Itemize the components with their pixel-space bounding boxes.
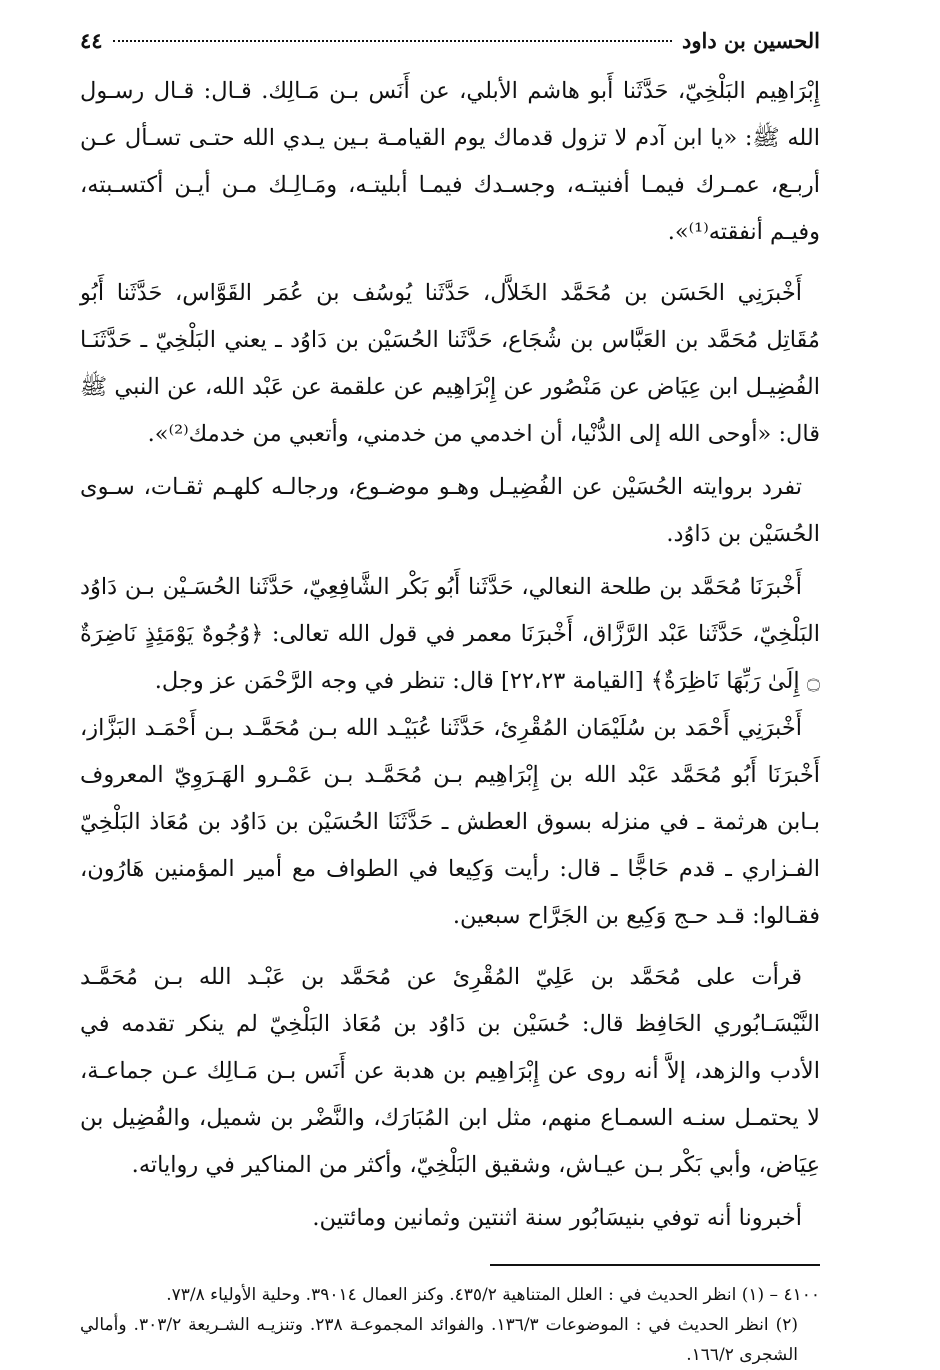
footnote-1: ٤١٠٠ – (١) انظر الحديث في : العلل المتناهية ٤٣٥/٢. وكنز العمال ٣٩٠١٤. وحلية الأولياء ٧٣/٨. — [166, 1285, 820, 1305]
footnote-divider — [490, 1264, 820, 1266]
main-text — [80, 68, 820, 1242]
paragraph-narration-fudayl: أَخْبرَنِي الحَسَن بن مُحَمَّد الخَلاَّل، حَدَّثَنا يُوسُف بن عُمَر القَوَّاس، حَدَّثَنا أَبُو مُقَاتِل مُحَمَّد بن العَبَّاس بن شُجَاع، حَدَّثَنا الحُسَيْن بن دَاوُد ـ يعني البَلْخِيّ ـ حَدَّثَنَـا الفُضِيـل ابن عِيَاض عن مَنْصُور عن إِبْرَاهِيم عن علقمة عن عَبْد الله، عن النبي ﷺ قال: «أوحى الله إلى الدُّنْيا، أن اخدمي من خدمني، وأتعبي من خدمك⁽²⁾». — [80, 280, 820, 447]
paragraph-narration-quran: أَخْبرَنَا مُحَمَّد بن طلحة النعالي، حَدَّثَنا أَبُو بَكْر الشَّافِعِيّ، حَدَّثَنا الحُسَـيْن بـن دَاوُد البَلْخِيّ، حَدَّثَنا عَبْد الرَّزَّاق، أَخْبرَنَا معمر في قول الله تعالى: ﴿وُجُوهٌ يَوْمَئِذٍ نَاضِرَةٌ ۝ إِلَىٰ رَبِّهَا نَاظِرَةٌ﴾ [القيامة ٢٢،٢٣] قال: تنظر في وجه الرَّحْمَن عز وجل. — [80, 574, 820, 694]
page-number: ٤٤ — [80, 28, 103, 53]
paragraph-hadith-continuation: إِبْرَاهِيم البَلْخِيّ، حَدَّثَنا أَبو هاشم الأبلي، عن أَنَس بـن مَـالِك. قـال: قـال رسـول الله ﷺ: «يا ابن آدم لا تزول قدماك يوم القيامـة بـين يـدي الله حتـى تسـأل عـن أربـع، عمـرك فيمـا أفنيتـه، وجسـدك فيمـا أبليتـه، ومَـالِـك مـن أيـن أكتسـبته، وفيـم أنفقته⁽¹⁾». — [80, 78, 820, 245]
paragraph-death-date: أخبرونا أنه توفي بنيسَابُور سنة اثنتين وثمانين ومائتين. — [312, 1205, 802, 1231]
book-page — [80, 28, 820, 1370]
footnotes — [80, 1280, 820, 1370]
paragraph-isolation-note: تفرد بروايته الحُسَيْن عن الفُضِيـل وهـو موضـوع، ورجالـه كلهـم ثقـات، سـوى الحُسَيْن بن دَاوُد. — [80, 474, 820, 547]
footnote-2: (٢) انظر الحديث في : الموضوعات ١٣٦/٣. والفوائد المجموعـة ٢٣٨. وتنزيـه الشـريعة ٣٠٣/٢. وأمالي الشجرى ١٦٦/٢. — [80, 1315, 799, 1365]
paragraph-narration-waki: أَخْبرَنِي أَحْمَد بن سُلَيْمَان المُقْرِئ، حَدَّثَنا عُبَيْـد الله بـن مُحَمَّـد بـن أَحْمَـد البَزَّاز، أَخْبرَنَا أَبُو مُحَمَّد عَبْد الله بن إِبْرَاهِيم بـن مُحَمَّـد بـن عَمْـرو الهَـرَوِيّ المعروف بـابن هرثمة ـ في منزله بسوق العطش ـ حَدَّثَنَا الحُسَيْن بن دَاوُد بن مُعَاذ البَلْخِيّ الفـزاري ـ قدم حَاجًّا ـ قال: رأيت وَكِيعا في الطواف مع أمير المؤمنين هَارُون، فقـالوا: قـد حـج وَكِيع بن الجَرَّاح سبعين. — [80, 715, 820, 929]
page-header — [80, 28, 820, 68]
dotted-leader — [113, 40, 672, 42]
running-title: الحسين بن داود — [682, 28, 820, 53]
paragraph-hakim-assessment: قرأت على مُحَمَّد بن عَلِيّ المُقْرِئ عن مُحَمَّد بن عَبْـد الله بـن مُحَمَّـد النَّيْسَـابُوري الحَافِظ قال: حُسَيْن بن دَاوُد بن مُعَاذ البَلْخِيّ لم ينكر تقدمه في الأدب والزهد، إلاَّ أنه روى عن إِبْرَاهِيم بن هدبة عن أَنَس بـن مَـالِك عـن جماعـة، لا يحتمـل سنـه السمـاع منهم، مثل ابن المُبَارَك، والنَّضْر بن شميل، والفُضِيل بن عِيَاض، وأبي بَكْر بـن عيـاش، وشقيق البَلْخِيّ، وأكثر من المناكير في رواياته. — [80, 964, 820, 1178]
